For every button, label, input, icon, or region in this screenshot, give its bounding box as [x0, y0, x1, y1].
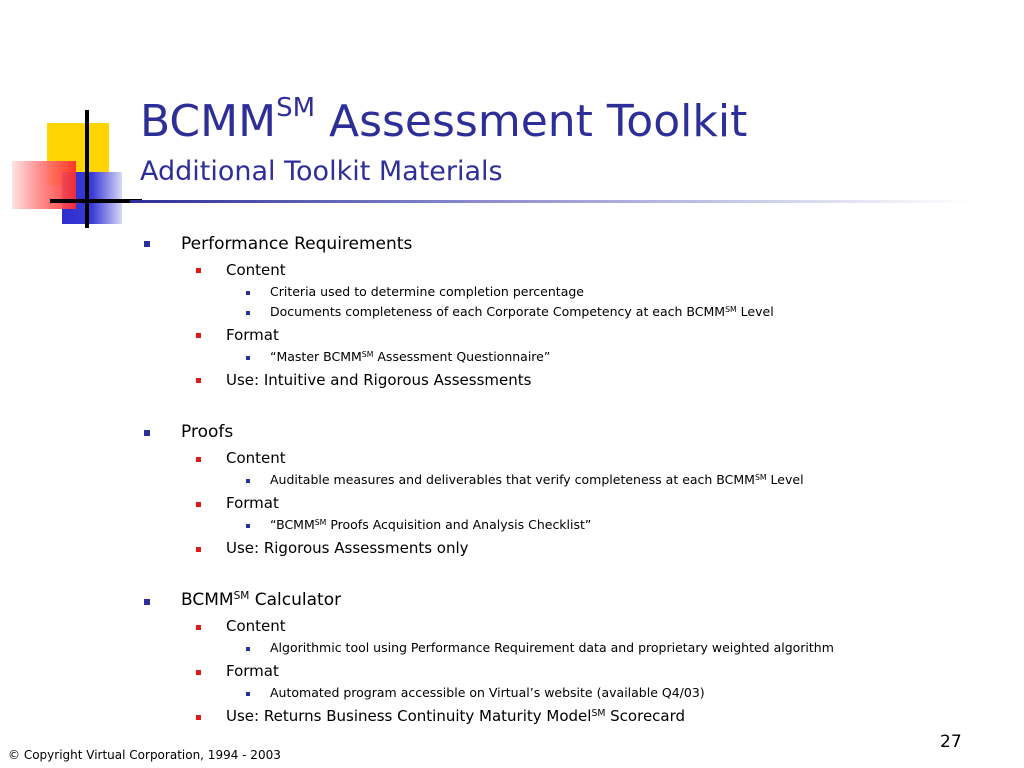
square-bullet-icon — [246, 524, 250, 528]
text-part: “Master BCMM — [270, 349, 362, 364]
square-bullet-icon — [196, 378, 201, 383]
copyright-footer: © Copyright Virtual Corporation, 1994 - 2003 — [8, 748, 281, 762]
square-bullet-icon — [246, 692, 250, 696]
bullet-perf-format: Format — [226, 326, 279, 344]
title-text-rest: Assessment Toolkit — [315, 96, 748, 147]
superscript: SM — [725, 304, 737, 314]
superscript: SM — [591, 707, 606, 719]
square-bullet-icon — [144, 599, 150, 605]
square-bullet-icon — [246, 311, 250, 315]
square-bullet-icon — [246, 647, 250, 651]
text-part: “BCMM — [270, 517, 315, 532]
superscript: SM — [361, 349, 374, 359]
square-bullet-icon — [196, 333, 201, 338]
bullet-perf-format-questionnaire — [270, 349, 550, 364]
bullet-proofs-content-auditable — [270, 472, 804, 487]
bullet-perf-content-documents — [270, 304, 774, 319]
bullet-calc-content-algorithmic: Algorithmic tool using Performance Requirement data and proprietary weighted algorithm — [270, 640, 834, 655]
bullet-calc-format-automated: Automated program accessible on Virtual’s website (available Q4/03) — [270, 685, 705, 700]
title-text: BCMM — [140, 96, 277, 147]
square-bullet-icon — [196, 547, 201, 552]
square-bullet-icon — [246, 479, 250, 483]
square-bullet-icon — [246, 291, 250, 295]
bullet-proofs: Proofs — [181, 422, 234, 442]
square-bullet-icon — [196, 457, 201, 462]
title-superscript: SM — [276, 93, 315, 123]
bullet-calc-format: Format — [226, 662, 279, 680]
square-bullet-icon — [196, 502, 201, 507]
text-part: Level — [766, 472, 804, 487]
page-number: 27 — [940, 732, 962, 752]
bullet-perf-content-criteria: Criteria used to determine completion percentage — [270, 284, 584, 299]
text-part: Scorecard — [605, 707, 686, 725]
text-part: Calculator — [249, 590, 342, 610]
bullet-proofs-use: Use: Rigorous Assessments only — [226, 539, 469, 557]
bullet-bcmm-calculator — [181, 590, 341, 610]
square-bullet-icon — [144, 430, 150, 436]
square-bullet-icon — [144, 241, 150, 247]
square-bullet-icon — [196, 268, 201, 273]
text-part: Level — [736, 304, 774, 319]
square-bullet-icon — [196, 625, 201, 630]
superscript: SM — [754, 472, 767, 482]
bullet-calc-content: Content — [226, 617, 286, 635]
bullet-performance-requirements: Performance Requirements — [181, 234, 413, 254]
square-bullet-icon — [196, 715, 201, 720]
bullet-perf-content: Content — [226, 261, 286, 279]
text-part: BCMM — [181, 590, 234, 610]
text-part: Proofs Acquisition and Analysis Checklist” — [326, 517, 592, 532]
bullet-proofs-content: Content — [226, 449, 286, 467]
text-part: Assessment Questionnaire” — [373, 349, 551, 364]
text-part: Use: Returns Business Continuity Maturity Model — [226, 707, 592, 725]
superscript: SM — [314, 517, 327, 527]
slide-subtitle: Additional Toolkit Materials — [140, 156, 503, 187]
text-part: Auditable measures and deliverables that verify completeness at each BCMM — [270, 472, 755, 487]
square-bullet-icon — [246, 356, 250, 360]
bullet-proofs-format-checklist — [270, 517, 591, 532]
text-part: Documents completeness of each Corporate Competency at each BCMM — [270, 304, 726, 319]
square-bullet-icon — [196, 670, 201, 675]
bullet-perf-use: Use: Intuitive and Rigorous Assessments — [226, 371, 532, 389]
bullet-calc-use — [226, 707, 685, 725]
bullet-proofs-format: Format — [226, 494, 279, 512]
superscript: SM — [233, 590, 250, 603]
